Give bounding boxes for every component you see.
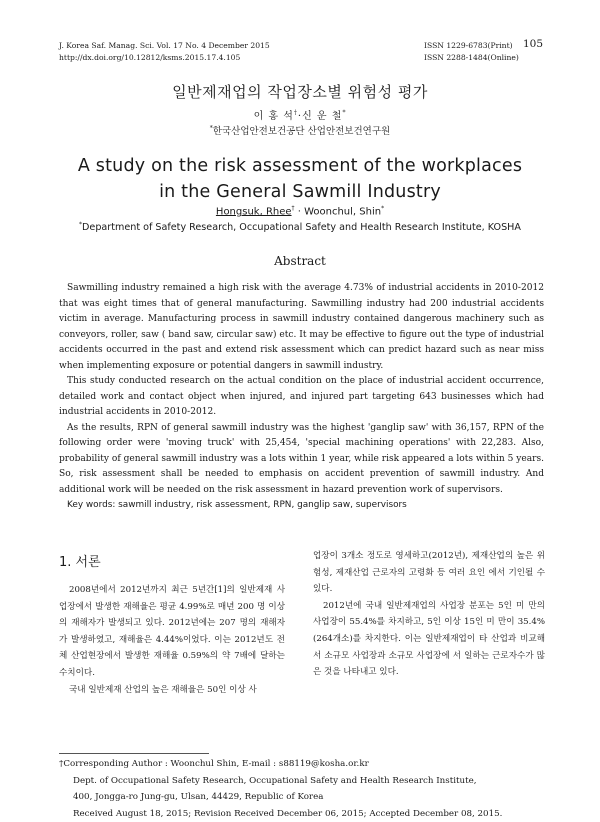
page-number: 105 [523, 38, 543, 50]
journal-citation: J. Korea Saf. Manag. Sci. Vol. 17 No. 4 December 2015 [59, 40, 270, 52]
korean-affiliation [0, 123, 600, 137]
english-title [0, 153, 600, 205]
abstract-heading: Abstract [0, 254, 600, 268]
abstract-paragraph: As the results, RPN of general sawmill industry was the highest 'ganglip saw' with 36,157, RPN of the following order were 'moving truck' with 25,454, 'special machining operations' with 22,283. Also, probability of general sawmill industry was a lots within 1 year, while risk appeared a lots within 5 years. So, risk assessment shall be needed to emphasis on accident prevention of sawmill industry. And additional work will be needed on the risk assessment in hazard prevention work of supervisors. [59, 421, 544, 499]
corresponding-author: †Corresponding Author : Woonchul Shin, E-mail : s88119@kosha.or.kr [59, 756, 544, 773]
body-paragraph: 국내 일반제재 산업의 높은 재해율은 50인 이상 사 [59, 682, 285, 699]
korean-title: 일반제재업의 작업장소별 위험성 평가 [0, 81, 600, 102]
issn-block [424, 40, 519, 64]
corresponding-mark: † [294, 110, 298, 117]
english-affiliation-text: Department of Safety Research, Occupational Safety and Health Research Institute, KOSHA [82, 222, 521, 233]
abstract-body [59, 281, 544, 514]
issn-print: ISSN 1229-6783(Print) [424, 40, 519, 52]
english-author-1: Hongsuk, Rhee [216, 206, 292, 217]
affiliation-mark: * [342, 110, 346, 117]
korean-author-1: 이 홍 석 [254, 111, 294, 122]
affiliation-mark: * [381, 205, 384, 212]
issn-online: ISSN 2288-1484(Online) [424, 52, 519, 64]
keywords: Key words: sawmill industry, risk assessment, RPN, ganglip saw, supervisors [59, 498, 544, 514]
footnote [59, 756, 544, 822]
received-dates: Received August 18, 2015; Revision Received December 06, 2015; Accepted December 08, 2015. [59, 806, 544, 822]
footnote-divider [59, 753, 209, 754]
abstract-paragraph: Sawmilling industry remained a high risk with the average 4.73% of industrial accidents in 2010-2012 that was eight times that of general manufacturing. Sawmilling industry had 200 industrial accidents victim in average. Manufacturing process in sawmill industry contained dangerous machinery such as conveyors, roller, saw ( band saw, circular saw) etc. It may be effective to figure out the type of industrial accidents occurred in the past and extend risk assessment which can predict hazard such as near miss when implementing exposure or potential dangers in sawmill industry. [59, 281, 544, 374]
body-paragraph: 업장이 3개소 정도로 영세하고(2012년), 제재산업의 높은 위험성, 제재산업 근로자의 고령화 등 여러 요인 에서 기인될 수 있다. [313, 548, 545, 598]
body-paragraph: 2008년에서 2012년까지 최근 5년간[1]의 일반제재 사업장에서 발생한 재해율은 평균 4.99%로 매년 200 명 이상의 재해자가 발생되고 있다. 2012년에는 207 명의 재해자가 발생하였고, 재해율은 4.44%이었다. 이는 2012년도 전체 산업현장에서 발생한 재해율 0.59%의 약 7배에 달하는 수치이다. [59, 582, 285, 682]
korean-affiliation-text: 한국산업안전보건공단 산업안전보건연구원 [213, 126, 390, 137]
english-affiliation [0, 221, 600, 233]
doi-link[interactable]: http://dx.doi.org/10.12812/ksms.2015.17.4.105 [59, 52, 270, 64]
author-address: 400, Jongga-ro Jung-gu, Ulsan, 44429, Republic of Korea [59, 789, 544, 806]
left-column [59, 551, 285, 698]
affiliation-mark: * [210, 125, 213, 132]
english-title-line-2: in the General Sawmill Industry [0, 179, 600, 205]
affiliation-mark: * [79, 221, 82, 228]
author-department: Dept. of Occupational Safety Research, Occupational Safety and Health Research Institute, [59, 773, 544, 790]
body-paragraph: 2012년에 국내 일반제재업의 사업장 분포는 5인 미 만의 사업장이 55.4%를 차지하고, 5인 이상 15인 미 만이 35.4%(264개소)를 차지한다. 이는 일반제재업이 타 산업과 비교해서 소규모 사업장과 소규모 사업장에 서 일하는 근로자수가 많은 것을 나타내고 있다. [313, 598, 545, 681]
section-heading: 1. 서론 [59, 551, 285, 570]
english-author-2: · Woonchul, Shin [295, 206, 382, 217]
corresponding-mark: † [292, 205, 295, 212]
korean-authors [0, 107, 600, 122]
english-title-line-1: A study on the risk assessment of the workplaces [0, 153, 600, 179]
journal-header [59, 40, 270, 64]
right-column [313, 548, 545, 681]
english-authors [0, 205, 600, 217]
abstract-paragraph: This study conducted research on the actual condition on the place of industrial accident occurrence, detailed work and contact object when injured, and injured part targeting 643 businesses which had industrial accidents in 2010-2012. [59, 374, 544, 421]
korean-author-2: ·신 운 철 [298, 111, 343, 122]
